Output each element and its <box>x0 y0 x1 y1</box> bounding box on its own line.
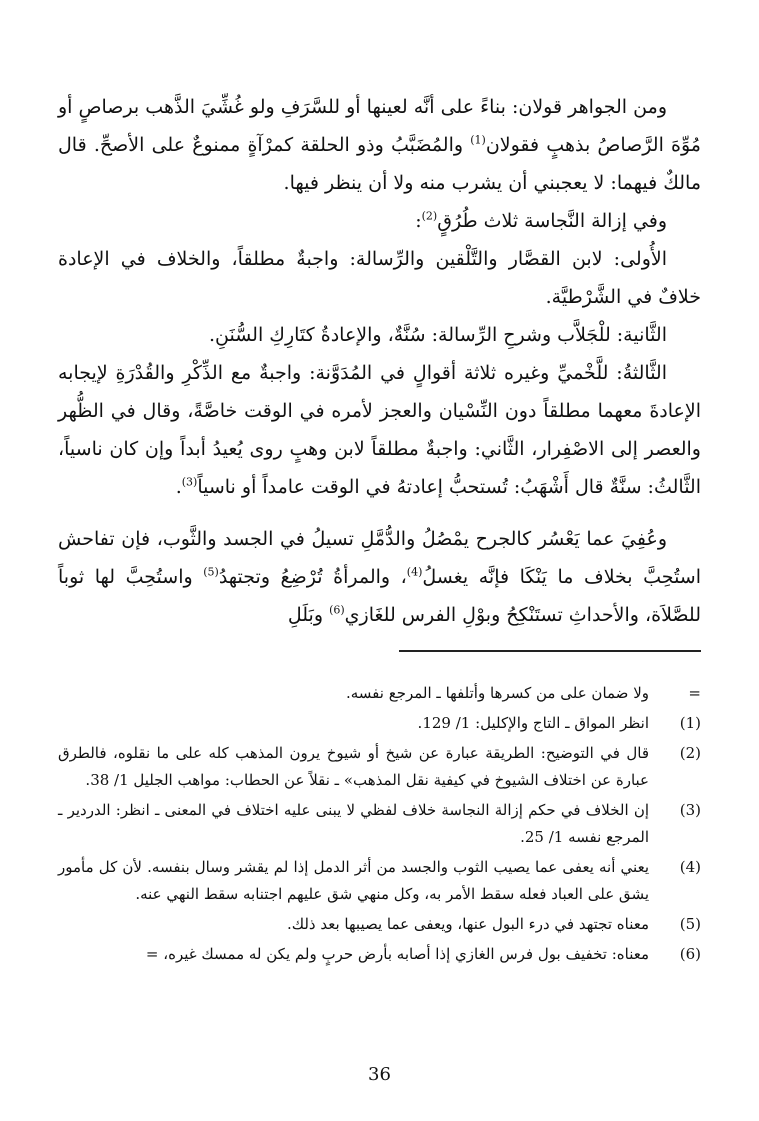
footnote-text: قال في التوضيح: الطريقة عبارة عن شيخ أو شيوخ يرون المذهب كله على ما نقلوه، فالطرق عبارة عن اختلاف الشيوخ في كيفية نقل المذهب» ـ نقلاً عن الحطاب: مواهب الجليل 1/ 38. <box>58 744 649 789</box>
footnote-item <box>58 854 701 908</box>
footnote-item <box>58 710 701 737</box>
footnote-item <box>58 797 701 851</box>
footnote-text: معناه تجتهد في درء البول عنها، ويعفى عما يصيبها بعد ذلك. <box>286 915 649 933</box>
footnote-number: (3) <box>679 801 701 819</box>
paragraph-5 <box>58 354 701 506</box>
paragraph-6-text-b: ، والمرأةُ تُرْضِعُ وتجتهدُ <box>218 566 407 588</box>
footnote-number: (1) <box>679 714 701 732</box>
footnote-ref-5: (5) <box>203 565 219 579</box>
footnote-text: انظر المواق ـ التاج والإكليل: 1/ 129. <box>417 714 649 732</box>
footnote-ref-3: (3) <box>181 475 198 489</box>
footnote-ref-1: (1) <box>470 133 486 147</box>
footnote-ref-6: (6) <box>329 603 345 617</box>
paragraph-3: الأُولى: لابن القصَّار والتَّلْقين والرِّسالة: واجبةٌ مطلقاً، والخلاف في الإعادة خلافٌ في الشَّرْطيَّة. <box>58 248 701 308</box>
footnote-separator <box>399 650 701 652</box>
footnote-ref-2: (2) <box>421 209 438 223</box>
footnote-number: (5) <box>679 915 701 933</box>
paragraph-6-text-d: وبَلَلِ <box>287 604 330 626</box>
footnote-text: يعني أنه يعفى عما يصيب الثوب والجسد من أثر الدمل إذا لم يقشر وسال بنفسه. لأن كل مأمور يشق على العباد فعله سقط الأمر به، وكل منهي شق عليهم اجتنابه سقط النهي عنه. <box>58 858 649 903</box>
footnote-item <box>58 740 701 794</box>
footnote-number: (4) <box>679 858 701 876</box>
paragraph-5-text-a: الثَّالثةُ: للَّخْميِّ وغيره ثلاثة أقوالٍ في المُدَوَّنة: واجبةٌ مع الذِّكْرِ والقُدْرَةِ لإيجابه الإعادةَ معهما مطلقاً دون النِّسْيان والعجز لأمره في الوقت خاصَّةً، وقال في الظُّهر والعصر إلى الاصْفِرار، الثَّاني: واجبةٌ مطلقاً لابن وهبٍ روى يُعيدُ أبداً وإن كان ناسياً، الثَّالثُ: سنَّةٌ قال أَشْهَبُ: تُستحبُّ إعادتهُ في الوقت عامداً أو ناسياً <box>58 362 701 498</box>
paragraph-1 <box>58 88 701 202</box>
footnote-number: (6) <box>679 945 701 963</box>
footnote-item <box>58 911 701 938</box>
footnote-text: معناه: تخفيف بول فرس الغازي إذا أصابه بأرض حربٍ ولم يكن له ممسك غيره، = <box>145 945 649 963</box>
paragraph-2-text-a: وفي إزالة النَّجاسة ثلاث طُرُقٍ <box>437 210 667 232</box>
book-page <box>58 88 701 1101</box>
paragraph-2 <box>58 202 701 240</box>
paragraph-6-text-a: وعُفِيَ عما يَعْسُر كالجرح يمْصُلُ والدُّمَّلِ تسيلُ في الجسد والثَّوب، فإن تفاحش استُحِبَّ بخلاف ما يَنْكَا فإنَّه يغسلُ <box>58 528 702 588</box>
footnotes <box>58 680 701 968</box>
footnote-text: ولا ضمان على من كسرها وأتلفها ـ المرجع نفسه. <box>345 684 649 702</box>
paragraph-6 <box>58 520 701 634</box>
paragraph-1-text-a: ومن الجواهر قولان: بناءً على أنَّه لعينها أو للسَّرَفِ ولو غُشِّيَ الذَّهب برصاصٍ أو مُوِّهَ الرَّصاصُ بذهبٍ فقولان <box>58 96 701 156</box>
footnote-number: (2) <box>679 744 701 762</box>
footnote-number: = <box>688 684 701 702</box>
paragraph-6-text-c: واستُحِبَّ لها ثوباً للصَّلاَة، والأحداثِ تستَنْكِحُ وبوْلِ الفرس للغَازي <box>58 566 701 626</box>
paragraph-5-text-b: . <box>175 476 182 498</box>
footnote-text: إن الخلاف في حكم إزالة النجاسة خلاف لفظي لا يبنى عليه اختلاف في المعنى ـ انظر: الدردير ـ المرجع نفسه 1/ 25. <box>58 801 649 846</box>
paragraph-4: الثَّانية: للْجَلاَّب وشرحِ الرِّسالة: سُنَّةٌ، والإعادةُ كتَارِكِ السُّنَنِ. <box>209 324 667 346</box>
footnote-item <box>58 941 701 968</box>
footnote-item <box>58 680 701 707</box>
page-number: 36 <box>368 1064 391 1085</box>
footnote-ref-4: (4) <box>406 565 423 579</box>
paragraph-1-text-b: والمُضَبَّبُ وذو الحلقة كمرْآةٍ ممنوعٌ على الأصحِّ. قال مالكٌ فيهما: لا يعجبني أن يشرب منه ولا أن ينظر فيها. <box>58 134 701 194</box>
paragraph-2-text-b: : <box>415 210 422 232</box>
main-text <box>58 88 701 634</box>
